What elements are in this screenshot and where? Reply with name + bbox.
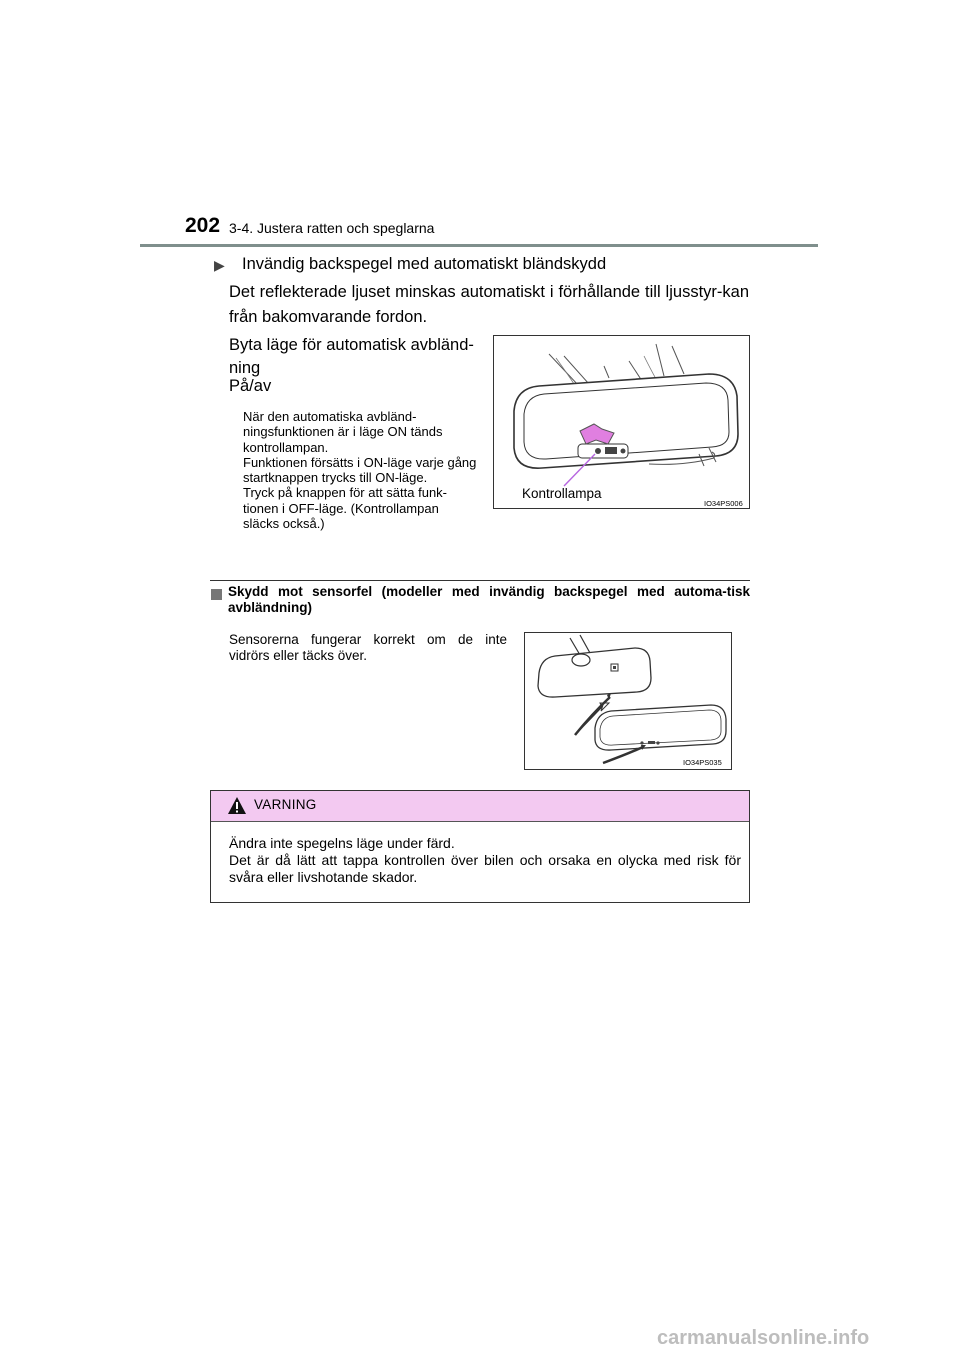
watermark: carmanualsonline.info	[657, 1327, 870, 1349]
mirror-sensors-illustration	[525, 633, 731, 769]
button-state-label: På/av	[229, 377, 272, 395]
section-title: 3-4. Justera ratten och speglarna	[229, 220, 435, 236]
subsection-heading: Invändig backspegel med automatiskt bländskydd	[242, 255, 607, 273]
warning-text: Ändra inte spegelns läge under färd. Det är då lätt att tappa kontrollen över bilen och orsaka en olycka med risk för svåra eller livshotande skador.	[229, 835, 741, 885]
indicator-callout-label: Kontrollampa	[522, 486, 602, 501]
warning-triangle-icon	[227, 796, 247, 815]
figure-code: IO34PS035	[683, 758, 722, 767]
section-divider	[210, 580, 750, 581]
mirror-illustration-figure	[493, 335, 750, 509]
sensor-illustration-figure	[524, 632, 732, 770]
warning-box	[210, 790, 750, 903]
sensor-section-heading: Skydd mot sensorfel (modeller med invändig backspegel med automa-tisk avbländning)	[228, 584, 750, 615]
header-rule	[140, 244, 818, 247]
square-bullet-icon	[211, 589, 222, 600]
triangle-bullet-icon: ▶	[214, 257, 225, 273]
button-function-title: Byta läge för automatisk avbländ-ning	[229, 336, 474, 377]
button-description: När den automatiska avbländ-ningsfunktionen är i läge ON tänds kontrollampan. Funktionen försätts i ON-läge varje gång startknappen trycks till ON-läge. Tryck på knappen för att sätta funk-tionen i OFF-läge. (Kontrollampan släcks också.)	[243, 409, 477, 532]
page-number: 202	[185, 214, 221, 237]
warning-label: VARNING	[254, 797, 317, 812]
intro-paragraph: Det reflekterade ljuset minskas automatiskt i förhållande till ljusstyr-kan från bakomvarande fordon.	[229, 283, 749, 326]
rearview-mirror-illustration	[494, 336, 749, 508]
warning-header	[211, 791, 749, 822]
sensor-section-text: Sensorerna fungerar korrekt om de inte vidrörs eller täcks över.	[229, 632, 507, 663]
figure-code: IO34PS006	[704, 499, 743, 508]
